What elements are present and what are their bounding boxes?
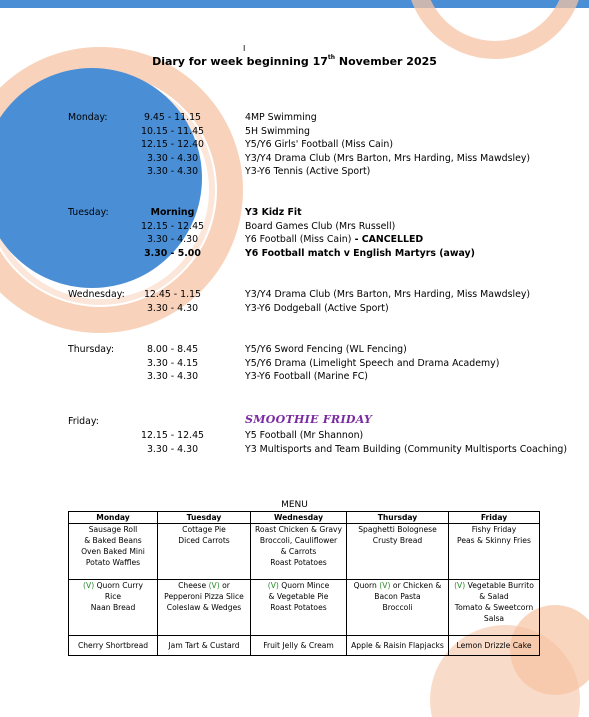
- menu-header-row: [69, 512, 540, 524]
- menu-table: [68, 511, 540, 656]
- time-slot: 3.30 - 4.30: [146, 371, 199, 382]
- activity: Y3 Multisports and Team Building (Community Multisports Coaching): [245, 444, 567, 455]
- activity: Y3 Kidz Fit: [245, 207, 302, 218]
- page-title: Diary for week beginning 17th November 2025: [152, 54, 437, 68]
- menu-item: Roast Potatoes: [270, 603, 327, 612]
- menu-cell: [251, 580, 347, 636]
- menu-cell: [449, 524, 540, 580]
- menu-item: Broccoli: [382, 603, 413, 612]
- activity: Y5/Y6 Drama (Limelight Speech and Drama Academy): [245, 357, 500, 369]
- menu-item: Naan Bread: [90, 603, 136, 612]
- menu-item: Bacon Pasta: [374, 592, 421, 601]
- activity: Y3/Y4 Drama Club (Mrs Barton, Mrs Harding, Miss Mawdsley): [245, 289, 531, 300]
- menu-title: MENU: [281, 500, 308, 510]
- activity: Y3-Y6 Dodgeball (Active Sport): [245, 302, 389, 314]
- menu-cell: [69, 580, 158, 636]
- menu-item: Roast Potatoes: [270, 558, 327, 567]
- time-slot: 3.30 - 4.30: [146, 234, 199, 245]
- day-monday: Monday:: [68, 112, 108, 123]
- menu-row-main: [69, 524, 540, 580]
- menu-cell: [158, 580, 251, 636]
- activity: Y3/Y4 Drama Club (Mrs Barton, Mrs Harding, Miss Mawdsley): [245, 152, 531, 164]
- time-slot: 3.30 - 4.30: [146, 444, 199, 455]
- activity: 5H Swimming: [245, 125, 310, 137]
- menu-header: Tuesday: [158, 512, 251, 524]
- smoothie-friday-heading: SMOOTHIE FRIDAY: [245, 413, 373, 426]
- menu-cell: Lemon Drizzle Cake: [449, 636, 540, 656]
- day-wednesday: Wednesday:: [68, 289, 125, 300]
- menu-item: Salsa: [483, 614, 505, 623]
- menu-item: (V) Vegetable Burrito: [454, 581, 534, 590]
- time-slot: 3.30 - 4.30: [146, 152, 199, 164]
- menu-item: Cheese (V) or: [178, 581, 230, 590]
- menu-item: Rice: [104, 592, 122, 601]
- menu-header: Wednesday: [251, 512, 347, 524]
- day-friday: Friday:: [68, 416, 99, 427]
- activity: Y3-Y6 Football (Marine FC): [245, 371, 368, 382]
- time-slot: 9.45 - 11.15: [143, 112, 202, 123]
- time-slot: 3.30 - 4.15: [146, 357, 199, 369]
- menu-item: (V) Quorn Mince: [267, 581, 330, 590]
- stray-mark: I: [243, 44, 246, 53]
- menu-item: Pepperoni Pizza Slice: [164, 592, 244, 601]
- menu-cell: [158, 524, 251, 580]
- time-slot: Morning: [150, 207, 195, 218]
- menu-cell: [251, 524, 347, 580]
- menu-item: Coleslaw & Wedges: [166, 603, 242, 612]
- menu-item: Roast Chicken & Gravy: [255, 525, 342, 534]
- menu-item: Quorn (V) or Chicken &: [353, 581, 442, 590]
- activity: 4MP Swimming: [245, 112, 317, 123]
- activity-text: Y6 Football (Miss Cain): [245, 234, 352, 245]
- activity: Y5/Y6 Sword Fencing (WL Fencing): [245, 344, 407, 355]
- menu-header: Thursday: [347, 512, 449, 524]
- time-slot: 3.30 - 5.00: [144, 247, 201, 259]
- menu-item: Spaghetti Bolognese: [358, 525, 437, 534]
- menu-item: & Vegetable Pie: [268, 592, 329, 601]
- menu-item: (V) Quorn Curry: [83, 581, 143, 590]
- menu-header: Friday: [449, 512, 540, 524]
- menu-item: Diced Carrots: [178, 536, 230, 545]
- menu-header: Monday: [69, 512, 158, 524]
- time-slot: 12.15 - 12.45: [140, 430, 205, 441]
- time-slot: 3.30 - 4.30: [146, 166, 199, 177]
- activity: Y5/Y6 Girls' Football (Miss Cain): [245, 139, 393, 150]
- cancelled-label: - CANCELLED: [351, 234, 424, 245]
- activity: Y3-Y6 Tennis (Active Sport): [245, 166, 371, 177]
- menu-item: Fishy Friday: [471, 525, 517, 534]
- vegetarian-marker: (V): [454, 581, 466, 590]
- menu-cell: [347, 524, 449, 580]
- menu-cell: [449, 580, 540, 636]
- menu-cell: Apple & Raisin Flapjacks: [347, 636, 449, 656]
- menu-cell: [69, 524, 158, 580]
- menu-item: Crusty Bread: [372, 536, 423, 545]
- menu-item: Potato Waffles: [85, 558, 141, 567]
- menu-item: Oven Baked Mini: [81, 547, 145, 556]
- menu-item: & Baked Beans: [84, 536, 142, 545]
- time-slot: 12.15 - 12.40: [140, 139, 205, 150]
- menu-row-alt: [69, 580, 540, 636]
- day-tuesday: Tuesday:: [68, 207, 109, 218]
- vegetarian-marker: (V): [379, 581, 391, 590]
- menu-item: & Salad: [479, 592, 509, 601]
- vegetarian-marker: (V): [208, 581, 220, 590]
- activity: Board Games Club (Mrs Russell): [245, 220, 396, 232]
- peach-arc-top-right: [415, 0, 575, 50]
- day-thursday: Thursday:: [68, 344, 115, 355]
- menu-cell: Fruit Jelly & Cream: [251, 636, 347, 656]
- menu-item: Peas & Skinny Fries: [457, 536, 531, 545]
- time-slot: 12.15 - 12.45: [140, 220, 205, 232]
- time-slot: 12.45 - 1.15: [143, 289, 202, 300]
- time-slot: 10.15 - 11.45: [140, 125, 205, 137]
- time-slot: 8.00 - 8.45: [146, 344, 199, 355]
- menu-item: Broccoli, Cauliflower: [259, 536, 338, 545]
- vegetarian-marker: (V): [83, 581, 95, 590]
- menu-item: Cottage Pie: [182, 525, 226, 534]
- menu-item: & Carrots: [280, 547, 317, 556]
- activity: [245, 233, 423, 247]
- activity: Y6 Football match v English Martyrs (away): [245, 247, 475, 259]
- menu-cell: [347, 580, 449, 636]
- menu-item: Sausage Roll: [88, 525, 138, 534]
- menu-row-dessert: [69, 636, 540, 656]
- menu-cell: Jam Tart & Custard: [158, 636, 251, 656]
- menu-item: Tomato & Sweetcorn: [454, 603, 534, 612]
- menu-cell: Cherry Shortbread: [69, 636, 158, 656]
- vegetarian-marker: (V): [267, 581, 279, 590]
- time-slot: 3.30 - 4.30: [146, 302, 199, 314]
- activity: Y5 Football (Mr Shannon): [245, 430, 364, 441]
